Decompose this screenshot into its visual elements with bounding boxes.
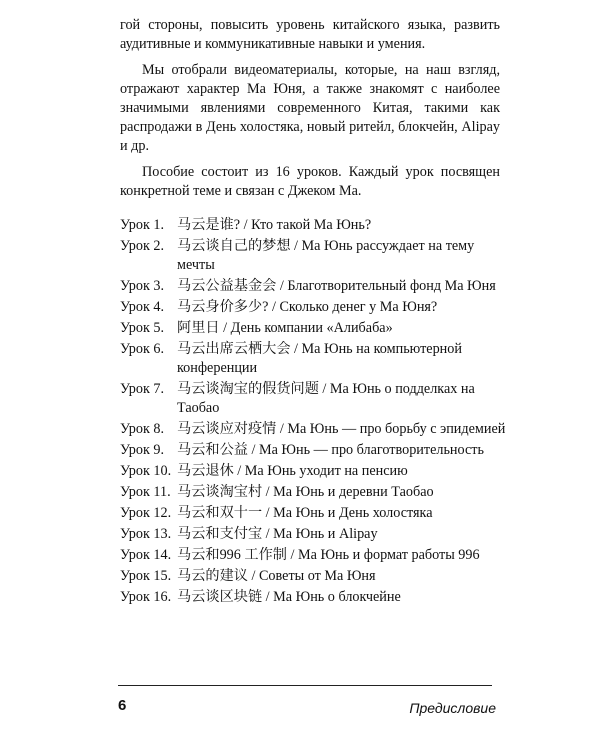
- lesson-title: 马云和996 工作制 / Ма Юнь и формат работы 996: [177, 547, 480, 563]
- lesson-title: 马云谈淘宝的假货问题 / Ма Юнь о подделках на Таобао: [177, 381, 475, 416]
- lesson-number: Урок 9.: [120, 442, 165, 458]
- lesson-title: 马云和公益 / Ма Юнь — про благотворительность: [177, 442, 484, 458]
- lesson-number: Урок 2.: [120, 238, 165, 254]
- lesson-item: [120, 237, 510, 275]
- lesson-number: Урок 3.: [120, 278, 165, 294]
- lesson-item: [120, 441, 510, 460]
- page-number: 6: [118, 697, 127, 714]
- lesson-number: Урок 14.: [120, 547, 172, 563]
- lesson-number: Урок 1.: [120, 217, 165, 233]
- lesson-number: Урок 7.: [120, 381, 165, 397]
- lesson-title: 马云身价多少? / Сколько денег у Ма Юня?: [177, 299, 438, 315]
- lesson-title: 马云是谁? / Кто такой Ма Юнь?: [177, 217, 372, 233]
- lesson-number: Урок 5.: [120, 320, 165, 336]
- lesson-number: Урок 15.: [120, 568, 172, 584]
- lesson-title: 马云出席云栖大会 / Ма Юнь на компьютерной конференции: [177, 341, 462, 376]
- lesson-item: [120, 420, 510, 439]
- running-footer-section: Предисловие: [409, 700, 496, 716]
- lesson-item: [120, 462, 510, 481]
- lesson-item: [120, 546, 510, 565]
- lesson-title: 阿里日 / День компании «Алибаба»: [177, 320, 393, 336]
- lesson-number: Урок 6.: [120, 341, 165, 357]
- lesson-number: Урок 12.: [120, 505, 172, 521]
- lesson-title: 马云的建议 / Советы от Ма Юня: [177, 568, 376, 584]
- lesson-number: Урок 16.: [120, 589, 172, 605]
- lesson-title: 马云谈淘宝村 / Ма Юнь и деревни Таобао: [177, 484, 434, 500]
- footer-divider: [118, 685, 492, 686]
- lesson-title: 马云谈区块链 / Ма Юнь о блокчейне: [177, 589, 401, 605]
- lesson-number: Урок 10.: [120, 463, 172, 479]
- paragraph: Пособие состоит из 16 уроков. Каждый урок посвящен конкретной теме и связан с Джеком Ма.: [120, 164, 500, 199]
- lesson-number: Урок 11.: [120, 484, 171, 500]
- lesson-item: [120, 504, 510, 523]
- lesson-title: 马云和双十一 / Ма Юнь и День холостяка: [177, 505, 433, 521]
- lesson-title: 马云公益基金会 / Благотворительный фонд Ма Юня: [177, 278, 496, 294]
- lesson-title: 马云谈自己的梦想 / Ма Юнь рассуждает на тему мечты: [177, 238, 475, 273]
- lesson-item: [120, 588, 510, 607]
- lesson-list: [120, 216, 510, 609]
- lesson-item: [120, 298, 510, 317]
- lesson-item: [120, 340, 510, 378]
- lesson-item: [120, 525, 510, 544]
- paragraph: Мы отобрали видеоматериалы, которые, на наш взгляд, отражают характер Ма Юня, а также знакомят с наиболее значимыми явлениями современного Китая, такими как распродажи в День холостяка, новый ритейл, блокчейн, Alipay и др.: [120, 62, 500, 154]
- lesson-title: 马云谈应对疫情 / Ма Юнь — про борьбу с эпидемией: [177, 421, 506, 437]
- lesson-title: 马云和支付宝 / Ма Юнь и Alipay: [177, 526, 378, 542]
- lesson-item: [120, 567, 510, 586]
- paragraph: гой стороны, повысить уровень китайского языка, развить аудитивные и коммуникативные навыки и умения.: [120, 17, 500, 52]
- lesson-number: Урок 4.: [120, 299, 165, 315]
- intro-text: [120, 16, 500, 208]
- lesson-item: [120, 319, 510, 338]
- lesson-title: 马云退休 / Ма Юнь уходит на пенсию: [177, 463, 408, 479]
- lesson-item: [120, 483, 510, 502]
- lesson-item: [120, 216, 510, 235]
- lesson-number: Урок 8.: [120, 421, 165, 437]
- lesson-number: Урок 13.: [120, 526, 172, 542]
- lesson-item: [120, 277, 510, 296]
- lesson-item: [120, 380, 510, 418]
